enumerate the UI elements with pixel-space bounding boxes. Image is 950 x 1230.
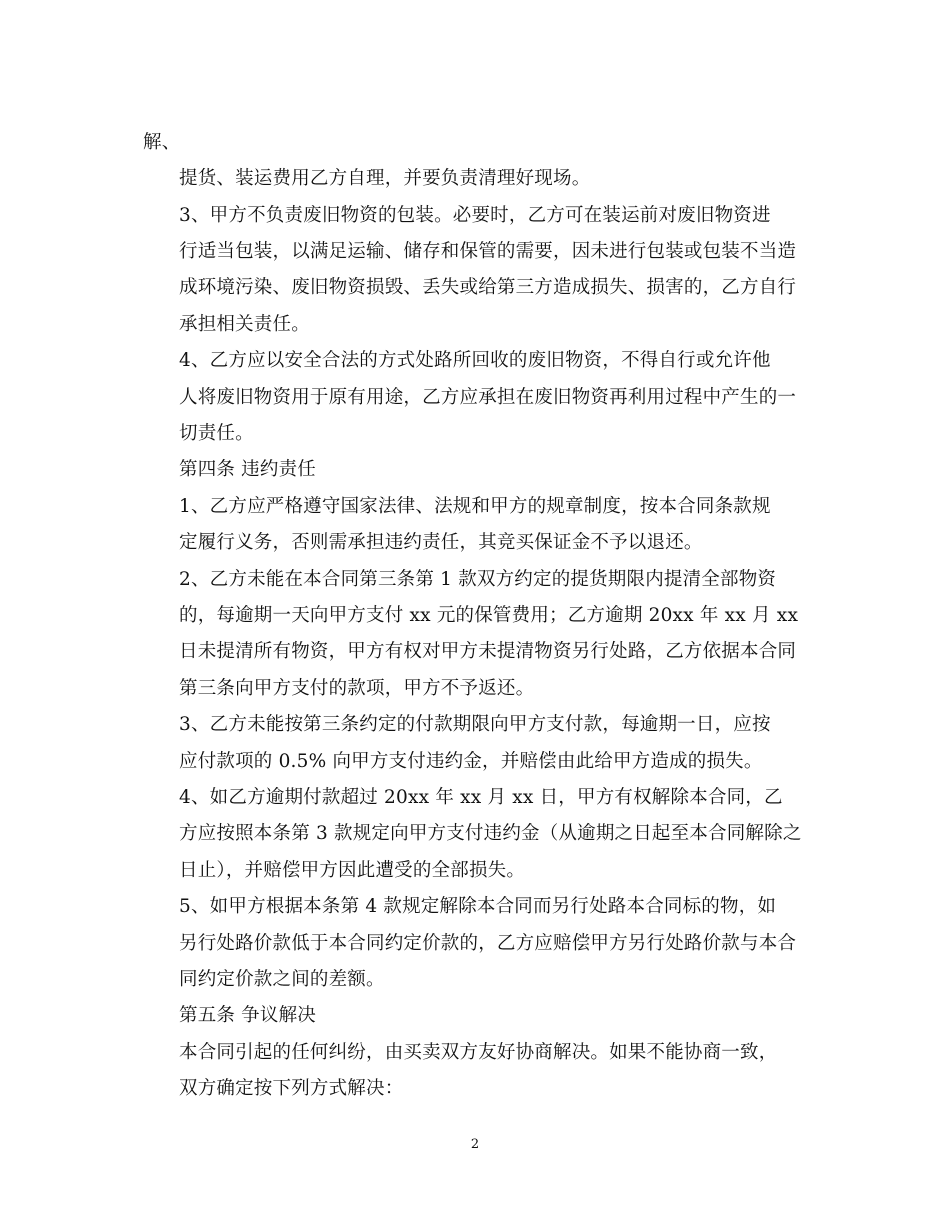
text-line: 4、如乙方逾期付款超过 20xx 年 xx 月 xx 日，甲方有权解除本合同，乙 [179, 787, 783, 808]
text-line: 同约定价款之间的差额。 [179, 969, 385, 990]
text-line: 3、甲方不负责废旧物资的包装。必要时，乙方可在装运前对废旧物资进 [179, 205, 771, 226]
text-line: 双方确定按下列方式解决： [179, 1078, 404, 1099]
page-number: 2 [470, 1137, 480, 1152]
text-line: 承担相关责任。 [179, 314, 310, 335]
text-line: 定履行义务，否则需承担违约责任，其竞买保证金不予以退还。 [179, 532, 703, 553]
text-line: 第三条向甲方支付的款项，甲方不予返还。 [179, 678, 535, 699]
text-line: 提货、装运费用乙方自理，并要负责清理好现场。 [179, 168, 591, 189]
text-line: 切责任。 [179, 423, 254, 444]
text-line: 日止），并赔偿甲方因此遭受的全部损失。 [179, 860, 526, 881]
section-heading: 第四条 违约责任 [179, 459, 316, 480]
text-line: 5、如甲方根据本条第 4 款规定解除本合同而另行处路本合同标的物，如 [179, 896, 777, 917]
text-line: 本合同引起的任何纠纷，由买卖双方友好协商解决。如果不能协商一致， [179, 1042, 778, 1063]
text-line: 的，每逾期一天向甲方支付 xx 元的保管费用；乙方逾期 20xx 年 xx 月 xx [179, 605, 799, 626]
text-line: 3、乙方未能按第三条约定的付款期限向甲方支付款，每逾期一日，应按 [179, 714, 771, 735]
text-line: 另行处路价款低于本合同约定价款的，乙方应赔偿甲方另行处路价款与本合 [179, 933, 797, 954]
text-line: 日未提清所有物资，甲方有权对甲方未提清物资另行处路，乙方依据本合同 [179, 641, 797, 662]
text-line: 解、 [143, 132, 181, 153]
text-line: 成环境污染、废旧物资损毁、丢失或给第三方造成损失、损害的，乙方自行 [179, 277, 797, 298]
text-line: 1、乙方应严格遵守国家法律、法规和甲方的规章制度，按本合同条款规 [179, 496, 771, 517]
text-line: 2、乙方未能在本合同第三条第 1 款双方约定的提货期限内提清全部物资 [179, 569, 777, 590]
text-line: 人将废旧物资用于原有用途，乙方应承担在废旧物资再利用过程中产生的一 [179, 387, 797, 408]
section-heading: 第五条 争议解决 [179, 1005, 316, 1026]
text-line: 应付款项的 0.5% 向甲方支付违约金，并赔偿由此给甲方造成的损失。 [179, 751, 763, 772]
text-line: 方应按照本条第 3 款规定向甲方支付违约金（从逾期之日起至本合同解除之 [179, 823, 802, 844]
text-line: 4、乙方应以安全合法的方式处路所回收的废旧物资，不得自行或允许他 [179, 350, 771, 371]
text-line: 行适当包装，以满足运输、储存和保管的需要，因未进行包装或包装不当造 [179, 241, 797, 262]
